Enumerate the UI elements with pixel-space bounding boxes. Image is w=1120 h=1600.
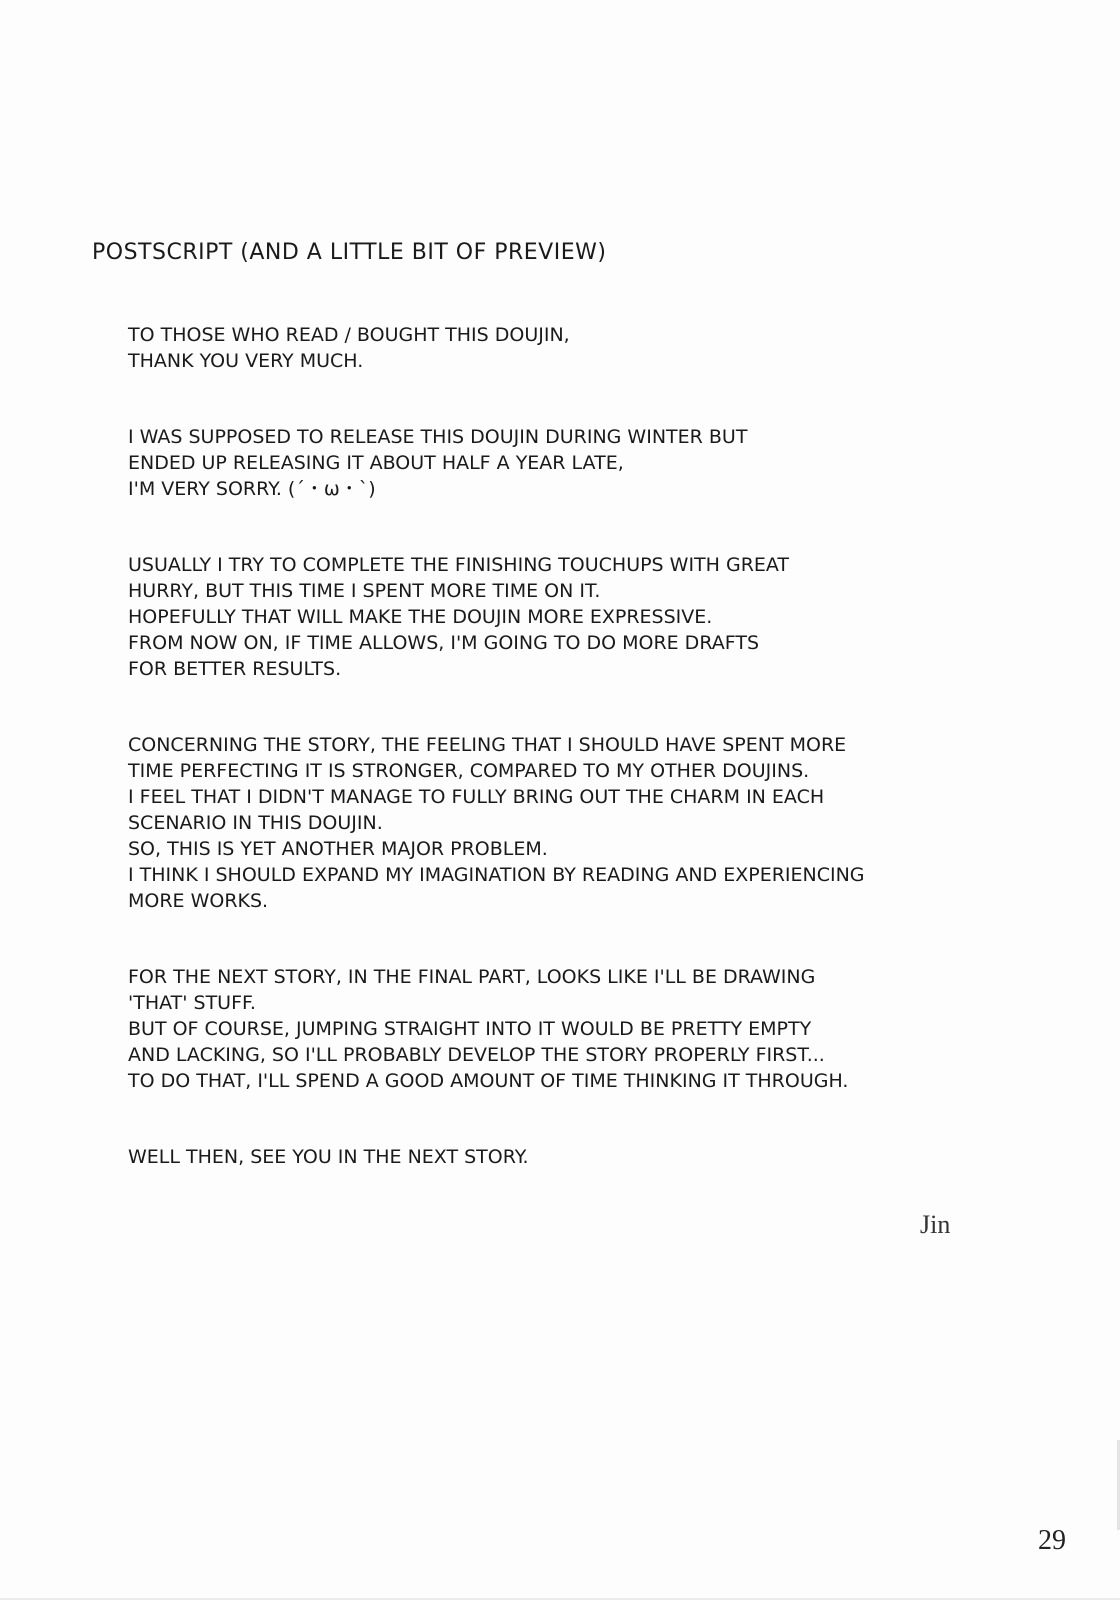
text-line: I FEEL THAT I DIDN'T MANAGE TO FULLY BRING OUT THE CHARM IN EACH: [128, 786, 825, 808]
text-line: THANK YOU VERY MUCH.: [128, 350, 364, 372]
text-line: TIME PERFECTING IT IS STRONGER, COMPARED TO MY OTHER DOUJINS.: [128, 760, 810, 782]
text-line: FOR THE NEXT STORY, IN THE FINAL PART, LOOKS LIKE I'LL BE DRAWING: [128, 966, 816, 988]
text-line: TO DO THAT, I'LL SPEND A GOOD AMOUNT OF TIME THINKING IT THROUGH.: [128, 1070, 849, 1092]
text-line: 'THAT' STUFF.: [128, 992, 256, 1014]
paragraph-touchups: [128, 552, 1058, 682]
postscript-body: [128, 322, 1058, 1170]
text-line: WELL THEN, SEE YOU IN THE NEXT STORY.: [128, 1146, 529, 1168]
text-line: I WAS SUPPOSED TO RELEASE THIS DOUJIN DURING WINTER BUT: [128, 426, 748, 448]
author-signature: Jin: [920, 1210, 951, 1239]
text-line: MORE WORKS.: [128, 890, 269, 912]
paragraph-next-story: [128, 964, 1058, 1094]
paragraph-farewell: [128, 1144, 1058, 1170]
text-line: USUALLY I TRY TO COMPLETE THE FINISHING TOUCHUPS WITH GREAT: [128, 554, 790, 576]
paragraph-thanks: [128, 322, 1058, 374]
text-line: I'M VERY SORRY. (´・ω・`): [128, 478, 376, 500]
paragraph-story: [128, 732, 1058, 914]
text-line: I THINK I SHOULD EXPAND MY IMAGINATION BY READING AND EXPERIENCING: [128, 864, 865, 886]
text-line: TO THOSE WHO READ / BOUGHT THIS DOUJIN,: [128, 324, 570, 346]
page-number: 29: [1038, 1525, 1066, 1556]
text-line: FROM NOW ON, IF TIME ALLOWS, I'M GOING TO DO MORE DRAFTS: [128, 632, 760, 654]
postscript-heading: POSTSCRIPT (AND A LITTLE BIT OF PREVIEW): [92, 240, 607, 265]
text-line: FOR BETTER RESULTS.: [128, 658, 342, 680]
text-line: HURRY, BUT THIS TIME I SPENT MORE TIME ON IT.: [128, 580, 601, 602]
text-line: HOPEFULLY THAT WILL MAKE THE DOUJIN MORE EXPRESSIVE.: [128, 606, 713, 628]
text-line: BUT OF COURSE, JUMPING STRAIGHT INTO IT WOULD BE PRETTY EMPTY: [128, 1018, 812, 1040]
text-line: AND LACKING, SO I'LL PROBABLY DEVELOP THE STORY PROPERLY FIRST...: [128, 1044, 825, 1066]
text-line: CONCERNING THE STORY, THE FEELING THAT I SHOULD HAVE SPENT MORE: [128, 734, 847, 756]
text-line: SCENARIO IN THIS DOUJIN.: [128, 812, 383, 834]
paragraph-apology: [128, 424, 1058, 502]
text-line: ENDED UP RELEASING IT ABOUT HALF A YEAR LATE,: [128, 452, 624, 474]
text-line: SO, THIS IS YET ANOTHER MAJOR PROBLEM.: [128, 838, 548, 860]
